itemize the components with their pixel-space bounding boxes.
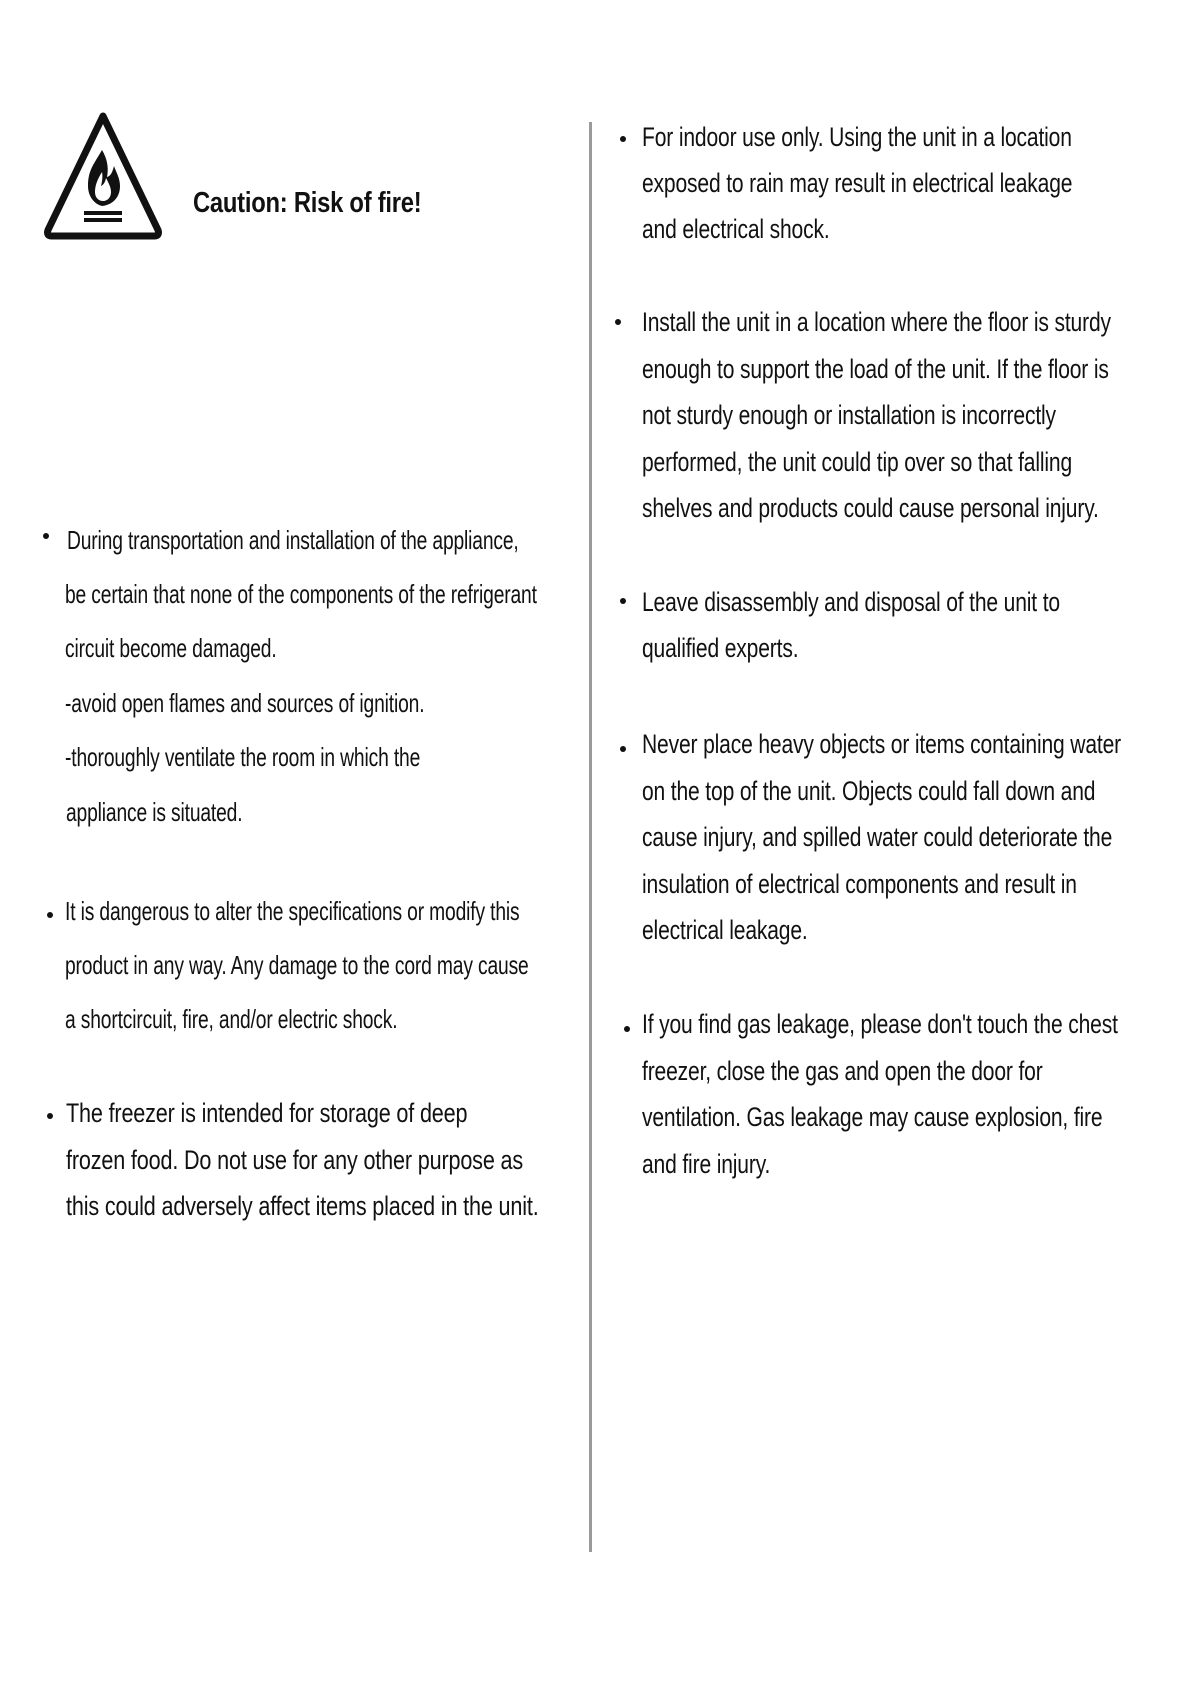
bullet-text-line: exposed to rain may result in electrical leakage <box>642 168 1073 198</box>
bullet-text-line: a shortcircuit, fire, and/or electric shock. <box>65 1004 398 1034</box>
bullet-marker <box>620 746 626 752</box>
bullet-text-line: The freezer is intended for storage of deep <box>66 1098 468 1128</box>
bullet-text-line: product in any way. Any damage to the cord may cause <box>65 950 529 980</box>
caution-title: Caution: Risk of fire! <box>193 187 422 219</box>
bullet-text-line: enough to support the load of the unit. If the floor is <box>642 354 1109 384</box>
bullet-marker <box>47 1113 53 1119</box>
bullet-text-line: cause injury, and spilled water could deteriorate the <box>642 822 1113 852</box>
bullet-text-line: qualified experts. <box>642 633 799 663</box>
bullet-marker <box>620 598 626 604</box>
bullet-text-line: ventilation. Gas leakage may cause explosion, fire <box>642 1102 1103 1132</box>
bullet-text-line: on the top of the unit. Objects could fall down and <box>642 776 1096 806</box>
bullet-marker <box>620 136 626 142</box>
bullet-marker <box>615 319 621 325</box>
bullet-text-line: Never place heavy objects or items containing water <box>642 729 1122 759</box>
bullet-text-line: freezer, close the gas and open the door for <box>642 1056 1043 1086</box>
bullet-text-line: -thoroughly ventilate the room in which the <box>65 742 421 772</box>
bullet-text-line: performed, the unit could tip over so that falling <box>642 447 1073 477</box>
bullet-text-line: Leave disassembly and disposal of the unit to <box>642 587 1060 617</box>
bullet-text-line: not sturdy enough or installation is incorrectly <box>642 400 1056 430</box>
bullet-text-line: and electrical shock. <box>642 214 830 244</box>
bullet-text-line: For indoor use only. Using the unit in a location <box>642 122 1072 152</box>
bullet-marker <box>47 912 53 918</box>
bullet-text-line: If you find gas leakage, please don't touch the chest <box>642 1009 1118 1039</box>
bullet-text-line: circuit become damaged. <box>65 633 277 663</box>
bullet-text-line: be certain that none of the components of the refrigerant <box>65 579 537 609</box>
column-divider <box>589 122 592 1552</box>
bullet-marker <box>43 533 49 539</box>
bullet-text-line: -avoid open flames and sources of ignition. <box>65 688 425 718</box>
bullet-text-line: It is dangerous to alter the specifications or modify this <box>65 896 520 926</box>
bullet-text-line: Install the unit in a location where the floor is sturdy <box>642 307 1111 337</box>
bullet-text-line: shelves and products could cause personal injury. <box>642 493 1099 523</box>
bullet-text-line: insulation of electrical components and result in <box>642 869 1077 899</box>
bullet-text-line: During transportation and installation of the appliance, <box>67 525 519 555</box>
bullet-text-line: electrical leakage. <box>642 915 808 945</box>
bullet-text-line: and fire injury. <box>642 1149 771 1179</box>
bullet-marker <box>624 1026 630 1032</box>
bullet-text-line: frozen food. Do not use for any other purpose as <box>66 1145 524 1175</box>
flammable-warning-icon <box>42 110 164 240</box>
bullet-text-line: appliance is situated. <box>66 797 243 827</box>
bullet-text-line: this could adversely affect items placed in the unit. <box>66 1191 539 1221</box>
